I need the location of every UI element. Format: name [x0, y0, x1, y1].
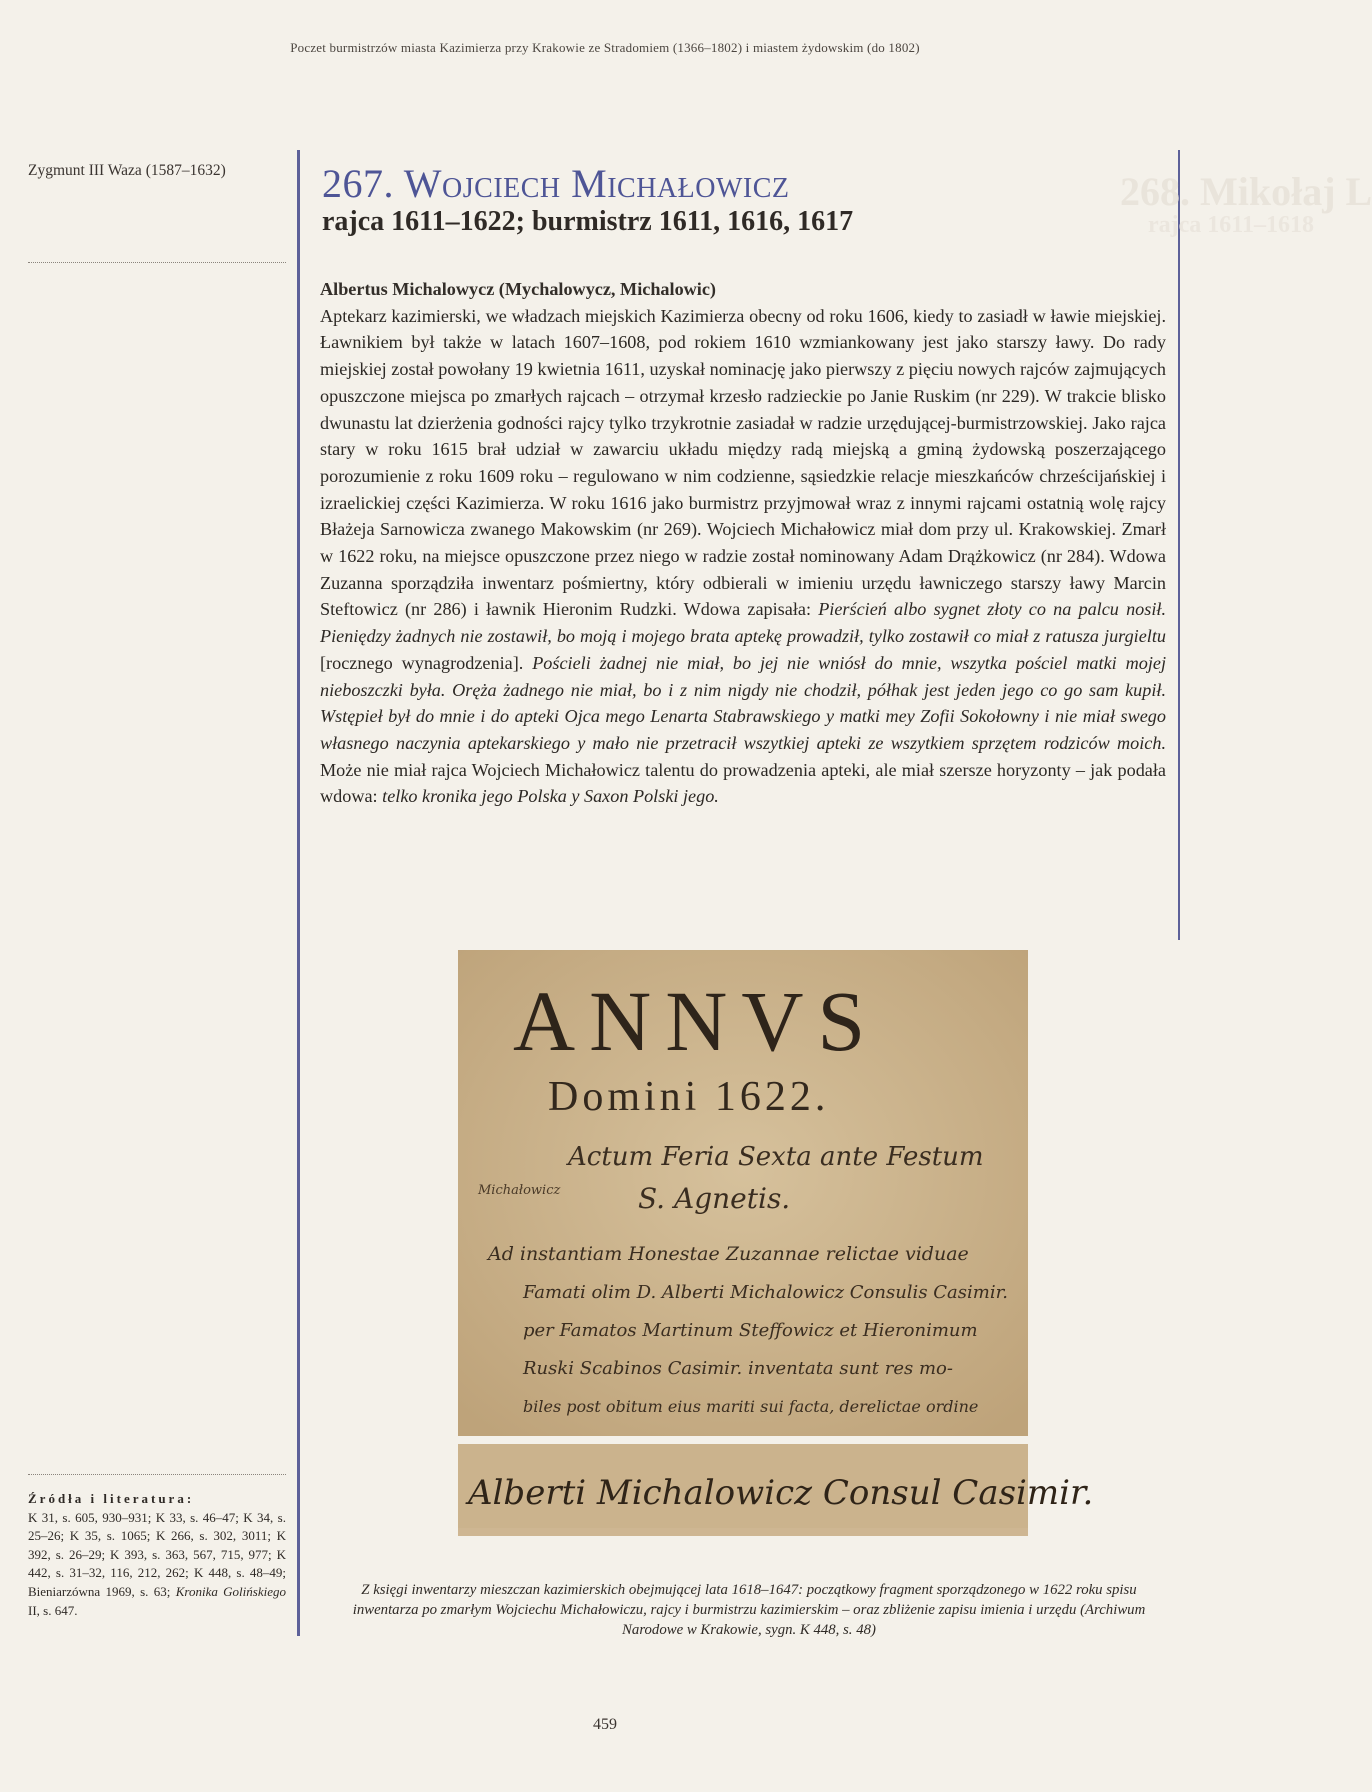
next-page-ghost-title: 268. Mikołaj L: [1120, 169, 1372, 214]
entry-subtitle: rajca 1611–1622; burmistrz 1611, 1616, 1617: [322, 206, 854, 237]
quote-1: Pierścień albo sygnet złoty co na palcu nosił. Pieniędzy żadnych nie zostawił, bo moją i mojego brata aptekę prowadził, tylko zostawił co miał z ratusza jurgieltu: [320, 599, 1166, 647]
manuscript-line-domini: Domini 1622.: [548, 1074, 830, 1120]
manuscript-margin-note: Michałowicz: [478, 1183, 561, 1198]
quote-2: Pościeli żadnej nie miał, bo jej nie wniósł do mnie, wszytka pościel matki mojej nieboszczki była. Oręża żadnego nie miał, bo i z nim nigdy nie chodził, półhak jest jeden jego co go sam kupił. Wstępieł był do mnie i do apteki Ojca mego Lenarta Stabrawskiego y matki mey Zofii Sokołowny i nie miał swego własnego naczynia aptekarskiego y mało nie przetracił wszytkiej apteki ze wszytkiem sprzętem rodziców moich.: [320, 652, 1166, 753]
left-divider-top: [28, 262, 286, 263]
manuscript-line-9: biles post obitum eius mariti sui facta, derelictae ordine: [523, 1397, 979, 1416]
manuscript-line-annus: ANNVS: [513, 973, 880, 1069]
page-number: 459: [593, 1716, 617, 1733]
biography-paragraph: [320, 303, 1166, 810]
left-column-rule: [297, 150, 300, 1636]
body-text-1: Aptekarz kazimierski, we władzach miejskich Kazimierza obecny od roku 1606, kiedy to zasiadł w ławie miejskiej. Ławnikiem był także w latach 1607–1608, pod rokiem 1610 wzmiankowany jest jako starszy ławy. Do rady miejskiej został powołany 19 kwietnia 1611, uzyskał nominację jako pierwszy z pięciu nowych rajców zajmujących opuszczone miejsca po zmarłych rajcach – otrzymał krzesło radzieckie po Janie Ruskim (nr 229). W trakcie blisko dwunastu lat dzierżenia godności rajcy tylko trzykrotnie zasiadał w radzie urzędującej-burmistrzowskiej. Jako rajca stary w roku 1615 brał udział w zawarciu układu między radą miejską a gminą żydowską poszerzającego porozumienie z roku 1609 roku – regulowano w nim codzienne, sąsiedzkie relacje mieszkańców chrześcijańskiej i izraelickiej części Kazimierza. W roku 1616 jako burmistrz przyjmował wraz z innymi rajcami ostatnią wolę rajcy Błażeja Sarnowicza zwanego Makowskim (nr 269). Wojciech Michałowicz miał dom przy ul. Krakowskiej. Zmarł w 1622 roku, na miejsce opuszczone przez niego w radzie został nominowany Adam Drążkowicz (nr 284). Wdowa Zuzanna sporządziła inwentarz pośmiertny, który odbierali w imieniu urzędu ławniczego starszy ławy Marcin Steftowicz (nr 286) i ławnik Hieronim Rudzki. Wdowa zapisała:: [320, 305, 1166, 620]
manuscript-detail-crop: [458, 1436, 1094, 1536]
next-page-ghost-subtitle: rajca 1611–1618: [1148, 212, 1314, 238]
latin-name: Albertus Michalowycz (Mychalowycz, Michalowic): [320, 279, 716, 299]
sources-text-1: K 31, s. 605, 930–931; K 33, s. 46–47; K 34, s. 25–26; K 35, s. 1065; K 266, s. 302, 3011; K 392, s. 26–29; K 393, s. 363, 567, 715, 977; K 442, s. 31–32, 116, 212, 262; K 448, s. 48–49; Bieniarzówna 1969, s. 63;: [28, 1509, 286, 1599]
entry-title: 267. Wojciech Michałowicz: [322, 161, 790, 206]
manuscript-image: [458, 950, 1094, 1528]
manuscript-detail-svg: [458, 1444, 1094, 1528]
manuscript-line-4: S. Agnetis.: [638, 1182, 791, 1215]
manuscript-line-5: Ad instantiam Honestae Zuzannae relictae viduae: [488, 1243, 969, 1265]
figure-caption: Z księgi inwentarzy mieszczan kazimierskich obejmującej lata 1618–1647: początkowy fragment sporządzonego w 1622 roku spisu inwentarza po zmarłym Wojciechu Michałowiczu, rajcy i burmistrzu kazimierskim – oraz zbliżenie zapisu imienia i urzędu (Archiwum Narodowe w Krakowie, sygn. K 448, s. 48): [352, 1582, 1146, 1638]
reign-label: Zygmunt III Waza (1587–1632): [28, 162, 226, 179]
sources-block: [28, 1490, 286, 1620]
manuscript-detail-text: Alberti Michalowicz Consul Casimir.: [468, 1473, 1094, 1513]
body-text-2: Może nie miał rajca Wojciech Michałowicz talentu do prowadzenia apteki, ale miał szersze horyzonty – jak podała wdowa:: [320, 759, 1166, 807]
manuscript-page-svg: [458, 950, 1028, 1436]
manuscript-line-6: Famati olim D. Alberti Michalowicz Consulis Casimir.: [523, 1282, 1008, 1303]
right-column-rule: [1178, 150, 1180, 940]
sources-label: Źródła i literatura:: [28, 1491, 195, 1506]
manuscript-line-7: per Famatos Martinum Steffowicz et Hieronimum: [523, 1320, 978, 1341]
bracket-note: [rocznego wynagrodzenia].: [320, 652, 533, 673]
sources-text-2: II, s. 647.: [28, 1602, 78, 1618]
sources-text-italic: Kronika Golińskiego: [175, 1583, 286, 1599]
entry-body: [320, 276, 1166, 810]
quote-3: telko kronika jego Polska y Saxon Polski jego.: [382, 786, 719, 807]
manuscript-line-3: Actum Feria Sexta ante Festum: [568, 1142, 984, 1172]
running-header: Poczet burmistrzów miasta Kazimierza przy Krakowie ze Stradomiem (1366–1802) i miastem żydowskim (do 1802): [290, 40, 920, 55]
manuscript-line-8: Ruski Scabinos Casimir. inventata sunt res mo-: [523, 1358, 953, 1379]
left-divider-sources: [28, 1474, 286, 1475]
